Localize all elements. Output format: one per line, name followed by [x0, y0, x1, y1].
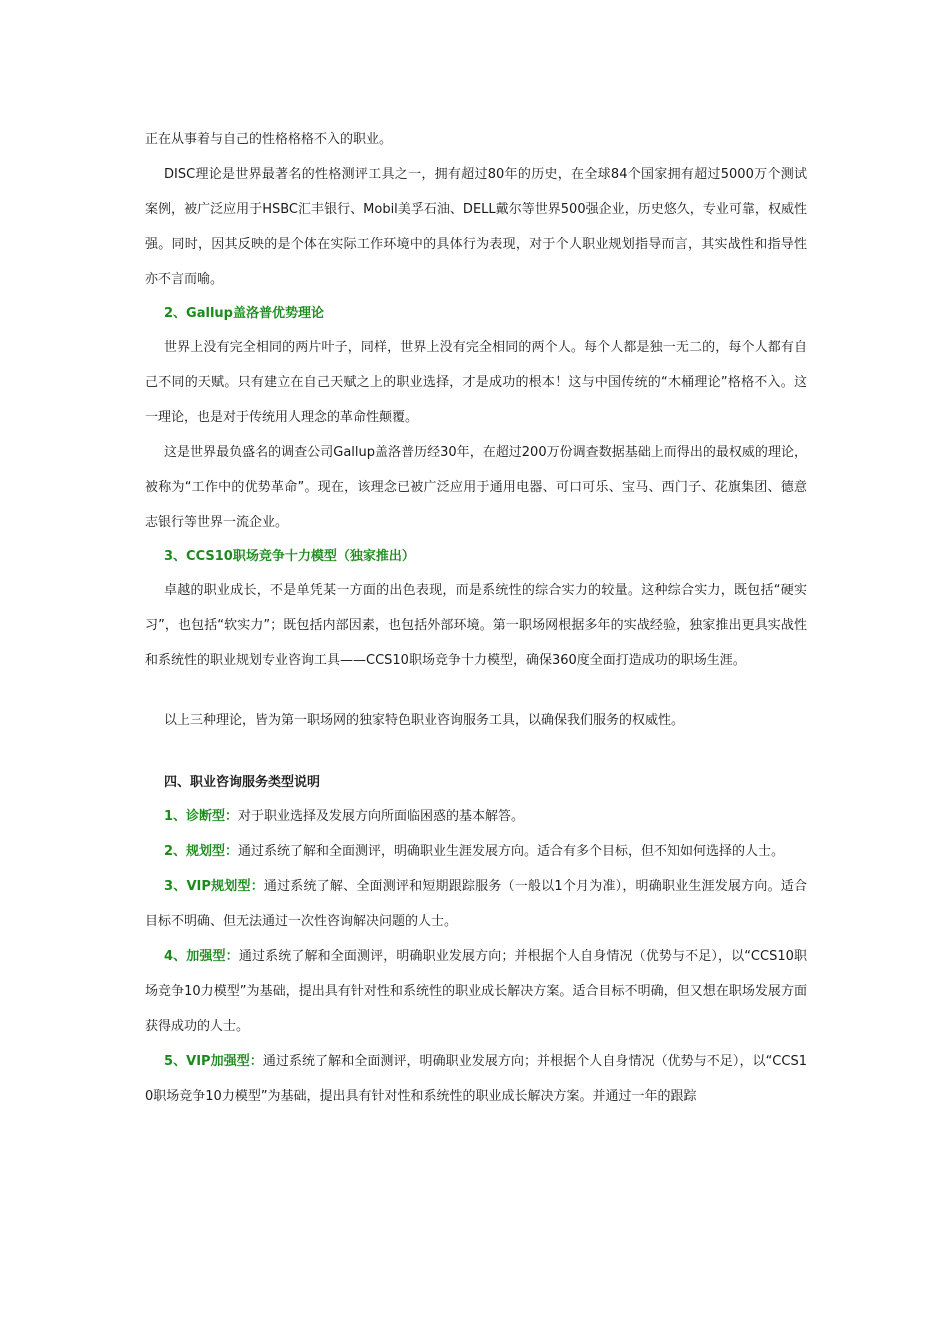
service-type-diagnostic [145, 799, 807, 834]
section-2-paragraph-1: 世界上没有完全相同的两片叶子，同样，世界上没有完全相同的两个人。每个人都是独一无二的，每个人都有自己不同的天赋。只有建立在自己天赋之上的职业选择，才是成功的根本！这与中国传统的“木桶理论”格格不入。这一理论，也是对于传统用人理念的革命性颠覆。 [145, 340, 807, 425]
service-type-label: 4、加强型： [164, 949, 239, 964]
service-type-label: 1、诊断型： [164, 809, 239, 824]
service-type-text: 通过系统了解和全面测评，明确职业发展方向；并根据个人自身情况（优势与不足），以“CCS10职场竞争10力模型”为基础，提出具有针对性和系统性的职业成长解决方案。适合目标不明确，但又想在职场发展方面获得成功的人士。 [145, 949, 808, 1034]
service-type-text: 通过系统了解和全面测评，明确职业发展方向；并根据个人自身情况（优势与不足），以“CCS10职场竞争10力模型”为基础，提出具有针对性和系统性的职业成长解决方案。并通过一年的跟踪 [145, 1054, 807, 1104]
section-2-paragraph-2: 这是世界最负盛名的调查公司Gallup盖洛普历经30年，在超过200万份调查数据基础上而得出的最权威的理论，被称为“工作中的优势革命”。现在，该理念已被广泛应用于通用电器、可口可乐、宝马、西门子、花旗集团、德意志银行等世界一流企业。 [145, 445, 807, 530]
service-type-planning [145, 834, 807, 869]
section-3-paragraph-1: 卓越的职业成长，不是单凭某一方面的出色表现，而是系统性的综合实力的较量。这种综合实力，既包括“硬实习”，也包括“软实力”；既包括内部因素，也包括外部环境。第一职场网根据多年的实战经验，独家推出更具实战性和系统性的职业规划专业咨询工具——CCS10职场竞争十力模型，确保360度全面打造成功的职场生涯。 [145, 583, 807, 668]
section-4-heading: 四、职业咨询服务类型说明 [164, 775, 321, 790]
service-type-vip-planning [145, 869, 807, 939]
document-page [145, 122, 807, 1114]
service-type-label: 3、VIP规划型： [164, 879, 264, 894]
service-type-text: 通过系统了解、全面测评和短期跟踪服务（一般以1个月为准），明确职业生涯发展方向。适合目标不明确、但无法通过一次性咨询解决问题的人士。 [145, 879, 807, 929]
section-3-heading: 3、CCS10职场竞争十力模型（独家推出） [164, 549, 415, 564]
disc-paragraph: DISC理论是世界最著名的性格测评工具之一，拥有超过80年的历史，在全球84个国家拥有超过5000万个测试案例，被广泛应用于HSBC汇丰银行、Mobil美孚石油、DELL戴尔等世界500强企业，历史悠久，专业可靠，权威性强。同时，因其反映的是个体在实际工作环境中的具体行为表现，对于个人职业规划指导而言，其实战性和指导性亦不言而喻。 [145, 167, 807, 287]
service-type-text: 通过系统了解和全面测评，明确职业生涯发展方向。适合有多个目标，但不知如何选择的人士。 [238, 844, 785, 859]
service-type-enhanced [145, 939, 807, 1044]
service-type-label: 2、规划型： [164, 844, 239, 859]
summary-paragraph: 以上三种理论，皆为第一职场网的独家特色职业咨询服务工具，以确保我们服务的权威性。 [164, 713, 685, 728]
service-type-text: 对于职业选择及发展方向所面临困惑的基本解答。 [238, 809, 525, 824]
section-2-heading: 2、Gallup盖洛普优势理论 [164, 306, 324, 321]
service-type-vip-enhanced [145, 1044, 807, 1114]
service-type-label: 5、VIP加强型： [164, 1054, 263, 1069]
spacer [145, 738, 807, 766]
spacer [145, 678, 807, 703]
intro-tail-paragraph: 正在从事着与自己的性格格格不入的职业。 [145, 132, 393, 147]
